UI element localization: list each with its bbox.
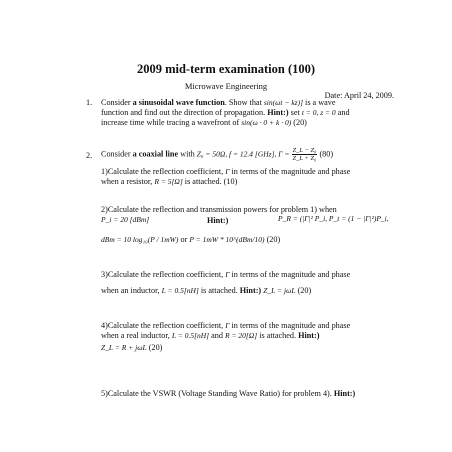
p4-line2: when a real inductor, L = 0.5[nH] and R = 20[Ω] is attached. Hint:) xyxy=(101,331,320,340)
p3-line1: 3)Calculate the reflection coefficient, Γ in terms of the magnitude and phase xyxy=(101,270,351,279)
p4-line3: Z_L = R + jωL (20) xyxy=(101,343,163,352)
p3-line2: when an inductor, L = 0.5[nH] is attached. Hint:) Z_L = jωL (20) xyxy=(101,286,312,295)
p5-line1: 5)Calculate the VSWR (Voltage Standing Wave Ratio) for problem 4). Hint:) xyxy=(101,389,356,398)
p4-line1: 4)Calculate the reflection coefficient, Γ in terms of the magnitude and phase xyxy=(101,321,351,330)
exam-date: Date: April 24, 2009. xyxy=(324,91,394,100)
q1-line3: increase time while tracing a wavefront of sin(ω · 0 + k · 0) (20) xyxy=(101,118,307,127)
p2-line1: 2)Calculate the reflection and transmission powers for problem 1) when xyxy=(101,205,337,214)
exam-title: 2009 mid-term examination (100) xyxy=(136,62,316,76)
p1-line1: 1)Calculate the reflection coefficient, Γ in terms of the magnitude and phase xyxy=(101,167,351,176)
p2-hint: Hint:) xyxy=(207,216,229,225)
q1-number: 1. xyxy=(86,98,93,107)
q2-number: 2. xyxy=(86,151,93,160)
p2-power-equations: P_R = (|Γ|² P_i, P_t = (1 − |Γ|²)P_i, xyxy=(278,214,389,223)
q1-line1: Consider a sinusoidal wave function. Show that sin(ωt − kz)] is a wave xyxy=(101,98,336,107)
p2-line2: P_i = 20 [dBm] xyxy=(101,215,150,224)
q1-line2: function and find out the direction of propagation. Hint:) set t = 0, z = 0 and xyxy=(101,108,350,117)
p2-line3: dBm = 10 log₁₀(P / 1mW) or P = 1mW * 10^(dBm/10) (20) xyxy=(101,235,281,244)
q2-line1: Consider a coaxial line with Z₀ = 50Ω, f = 12.4 [GHz], Γ = $\frac{\text{Z\_L − Z₀}}{\text{Z\_L + Z₀}}$ (80) xyxy=(101,147,334,162)
reflection-fraction: $\frac{\text{Z\_L − Z₀}}{\text{Z\_L + Z₀}}$ xyxy=(292,147,317,162)
course-name: Microwave Engineering xyxy=(184,81,268,91)
p1-line2: when a resistor, R = 5[Ω] is attached. (10) xyxy=(101,177,238,186)
